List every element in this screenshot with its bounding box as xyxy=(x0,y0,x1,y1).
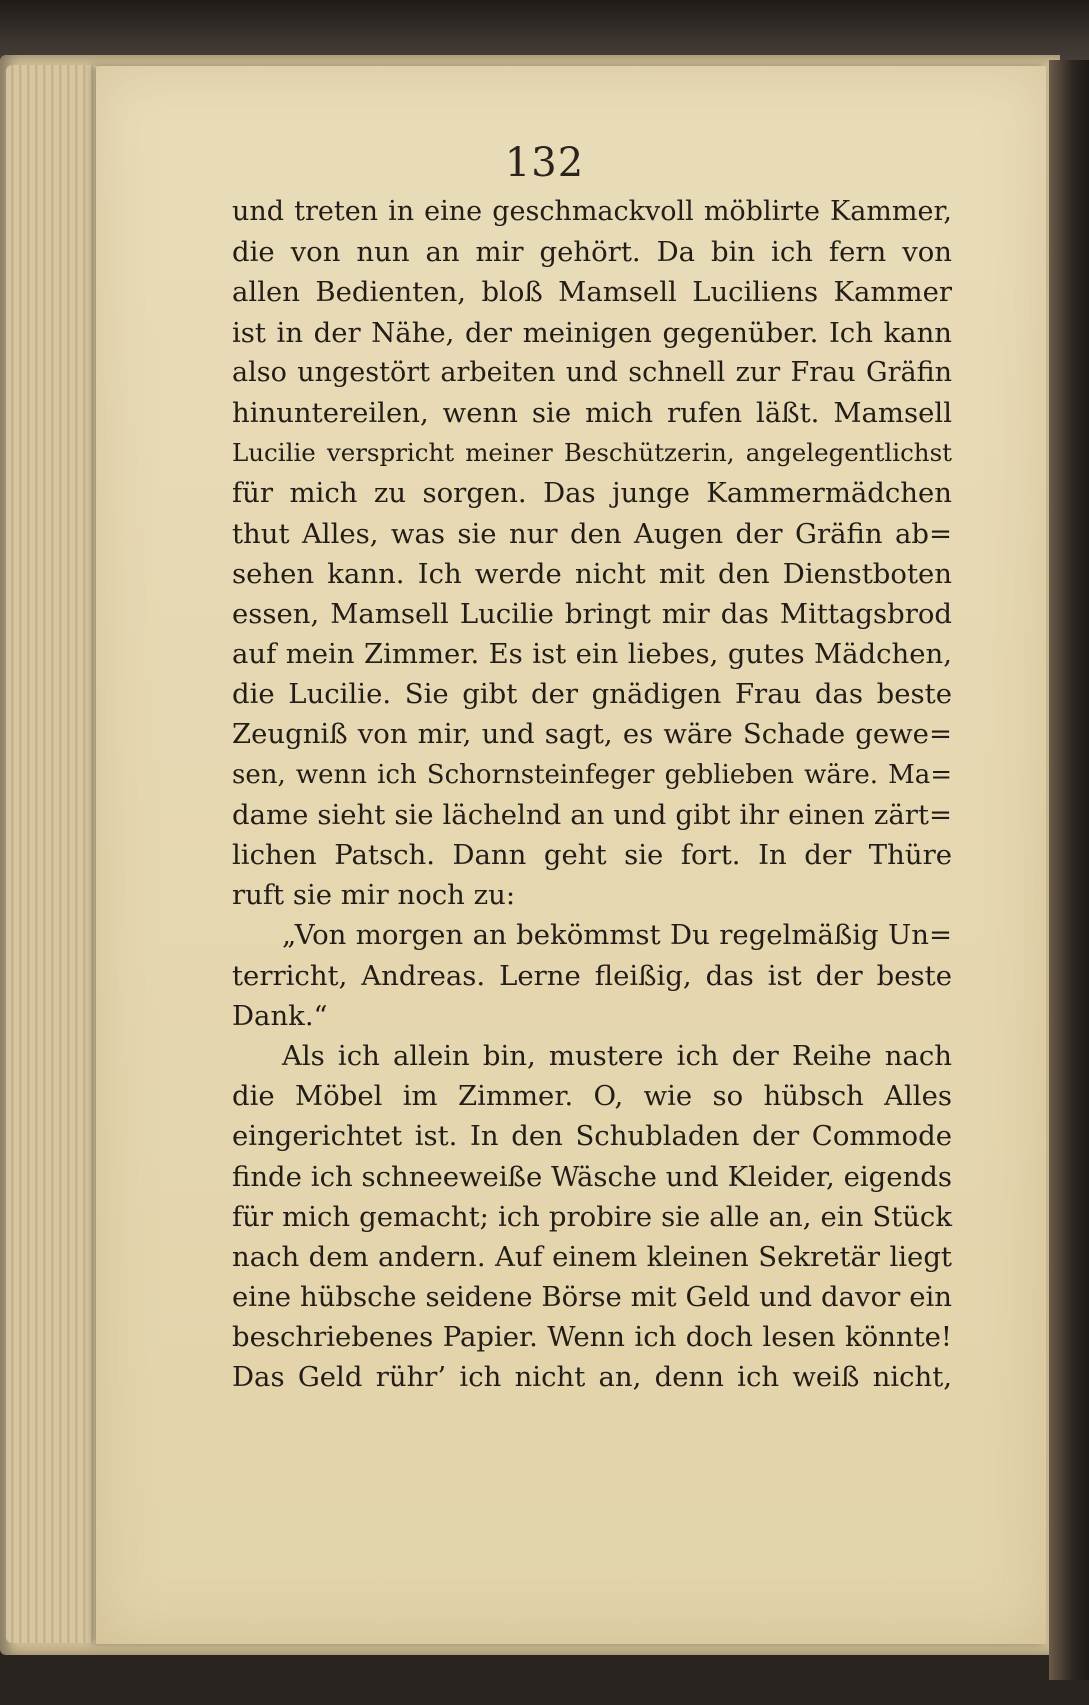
text-line: allen Bedienten, bloß Mamsell Luciliens Kammer xyxy=(232,276,952,309)
text-line: thut Alles, was sie nur den Augen der Gräfin ab= xyxy=(232,517,952,550)
text-line: für mich zu sorgen. Das junge Kammermädchen xyxy=(232,477,952,510)
text-line: die Lucilie. Sie gibt der gnädigen Frau das beste xyxy=(232,678,952,711)
text-line: sen, wenn ich Schornsteinfeger geblieben wäre. Ma= xyxy=(232,759,952,790)
text-line: „Von morgen an bekömmst Du regelmäßig Un= xyxy=(282,919,952,952)
text-line: die von nun an mir gehört. Da bin ich fern von xyxy=(232,236,952,269)
text-line: nach dem andern. Auf einem kleinen Sekretär liegt xyxy=(232,1240,952,1273)
text-line: lichen Patsch. Dann geht sie fort. In der Thüre xyxy=(232,839,952,871)
text-line: hinuntereilen, wenn sie mich rufen läßt. Mamsell xyxy=(232,396,952,429)
text-line: terricht, Andreas. Lerne fleißig, das ist der beste xyxy=(232,959,952,992)
text-line: sehen kann. Ich werde nicht mit den Dienstboten xyxy=(232,557,952,590)
text-line: dame sieht sie lächelnd an und gibt ihr einen zärt= xyxy=(232,798,952,831)
text-line: und treten in eine geschmackvoll möblirte Kammer, xyxy=(232,196,952,227)
text-line: Dank.“ xyxy=(232,999,328,1032)
text-line: essen, Mamsell Lucilie bringt mir das Mittagsbrod xyxy=(232,597,952,630)
text-line: also ungestört arbeiten und schnell zur Frau Gräfin xyxy=(232,356,952,388)
text-line: ruft sie mir noch zu: xyxy=(232,879,516,912)
text-line: finde ich schneeweiße Wäsche und Kleider, eigends xyxy=(232,1160,952,1193)
text-line: Das Geld rühr’ ich nicht an, denn ich weiß nicht, xyxy=(232,1361,952,1394)
text-line: Zeugniß von mir, und sagt, es wäre Schade gewe= xyxy=(232,718,952,751)
text-line: für mich gemacht; ich probire sie alle an, ein Stück xyxy=(232,1200,952,1233)
text-line: ist in der Nähe, der meinigen gegenüber. Ich kann xyxy=(232,316,952,349)
text-line: die Möbel im Zimmer. O, wie so hübsch Alles xyxy=(232,1080,952,1113)
text-line: Als ich allein bin, mustere ich der Reihe nach xyxy=(282,1039,952,1072)
page-text xyxy=(232,192,952,1398)
text-line: beschriebenes Papier. Wenn ich doch lesen könnte! xyxy=(232,1321,952,1354)
text-line: eingerichtet ist. In den Schubladen der Commode xyxy=(232,1120,952,1153)
page-number: 132 xyxy=(504,140,585,186)
text-line: eine hübsche seidene Börse mit Geld und davor ein xyxy=(232,1281,952,1314)
text-line: Lucilie verspricht meiner Beschützerin, angelegentlichst xyxy=(232,438,952,468)
text-line: auf mein Zimmer. Es ist ein liebes, gutes Mädchen, xyxy=(232,638,952,671)
book-binding-edge xyxy=(1049,60,1089,1680)
